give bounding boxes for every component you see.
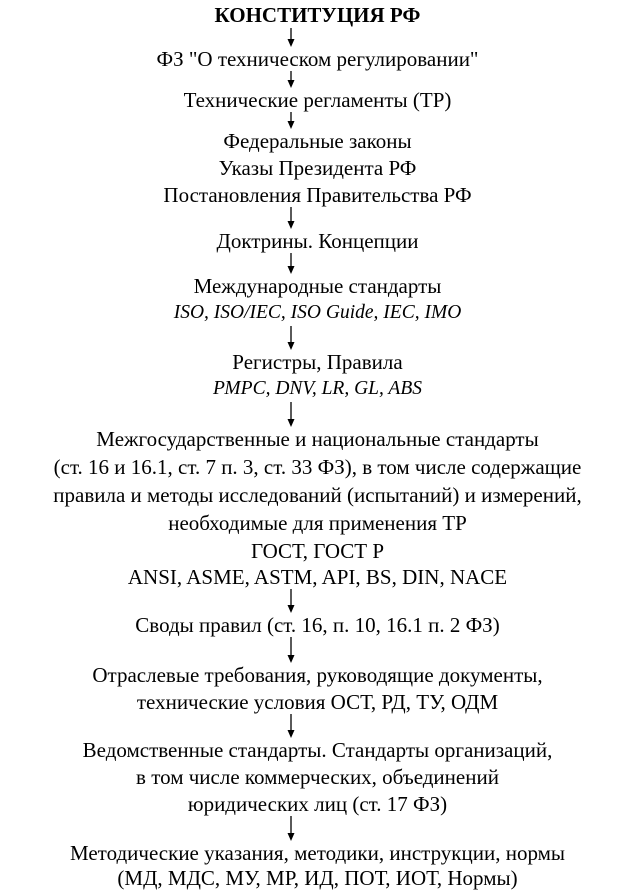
level-1-line-1: ФЗ "О техническом регулировании" [156,47,479,71]
level-7-line-3: правила и методы исследований (испытаний) и измерений, [53,483,582,507]
diagram-title: КОНСТИТУЦИЯ РФ [214,3,421,27]
level-3-line-1: Федеральные законы [223,129,412,153]
arrow-down-icon [287,253,295,274]
arrow-down-icon [287,816,295,841]
level-7-line-2: (ст. 16 и 16.1, ст. 7 п. 3, ст. 33 ФЗ), в том числе содержащие [53,455,582,479]
level-7-line-5: ГОСТ, ГОСТ Р [250,539,385,563]
arrow-down-icon [287,589,295,613]
level-11-line-1: Методические указания, методики, инструкции, нормы [69,841,566,865]
level-7-line-1: Межгосударственные и национальные стандарты [96,427,539,451]
level-11-line-2: (МД, МДС, МУ, МР, ИД, ПОТ, ИОТ, Нормы) [117,866,518,890]
level-7-line-4: необходимые для применения ТР [168,511,467,535]
level-10-line-2: в том числе коммерческих, объединений [136,765,499,789]
level-9-line-1: Отраслевые требования, руководящие документы, [92,663,543,687]
level-2-line-1: Технические регламенты (ТР) [183,88,452,112]
arrow-down-icon [287,207,295,229]
level-10-line-3: юридических лиц (ст. 17 ФЗ) [187,792,448,816]
level-5-line-1: Международные стандарты [193,274,442,298]
arrow-down-icon [287,637,295,663]
level-6-line-1: Регистры, Правила [232,350,403,374]
level-3-line-3: Постановления Правительства РФ [163,183,472,207]
level-10-line-1: Ведомственные стандарты. Стандарты организаций, [82,738,553,762]
level-7-line-6: ANSI, ASME, ASTM, API, BS, DIN, NACE [127,565,508,589]
arrow-down-icon [287,714,295,738]
level-6-italic: РМРС, DNV, LR, GL, ABS [213,378,422,399]
arrow-down-icon [287,402,295,427]
level-4-line-1: Доктрины. Концепции [216,229,419,253]
level-5-italic: ISO, ISO/IEC, ISO Guide, IEC, IMO [173,302,462,323]
arrow-down-icon [287,28,295,47]
level-3-line-2: Указы Президента РФ [218,156,417,180]
arrow-down-icon [287,326,295,350]
level-8-line-1: Своды правил (ст. 16, п. 10, 16.1 п. 2 ФЗ) [135,613,500,637]
arrow-down-icon [287,112,295,129]
arrow-down-icon [287,71,295,88]
level-9-line-2: технические условия ОСТ, РД, ТУ, ОДМ [136,690,499,714]
